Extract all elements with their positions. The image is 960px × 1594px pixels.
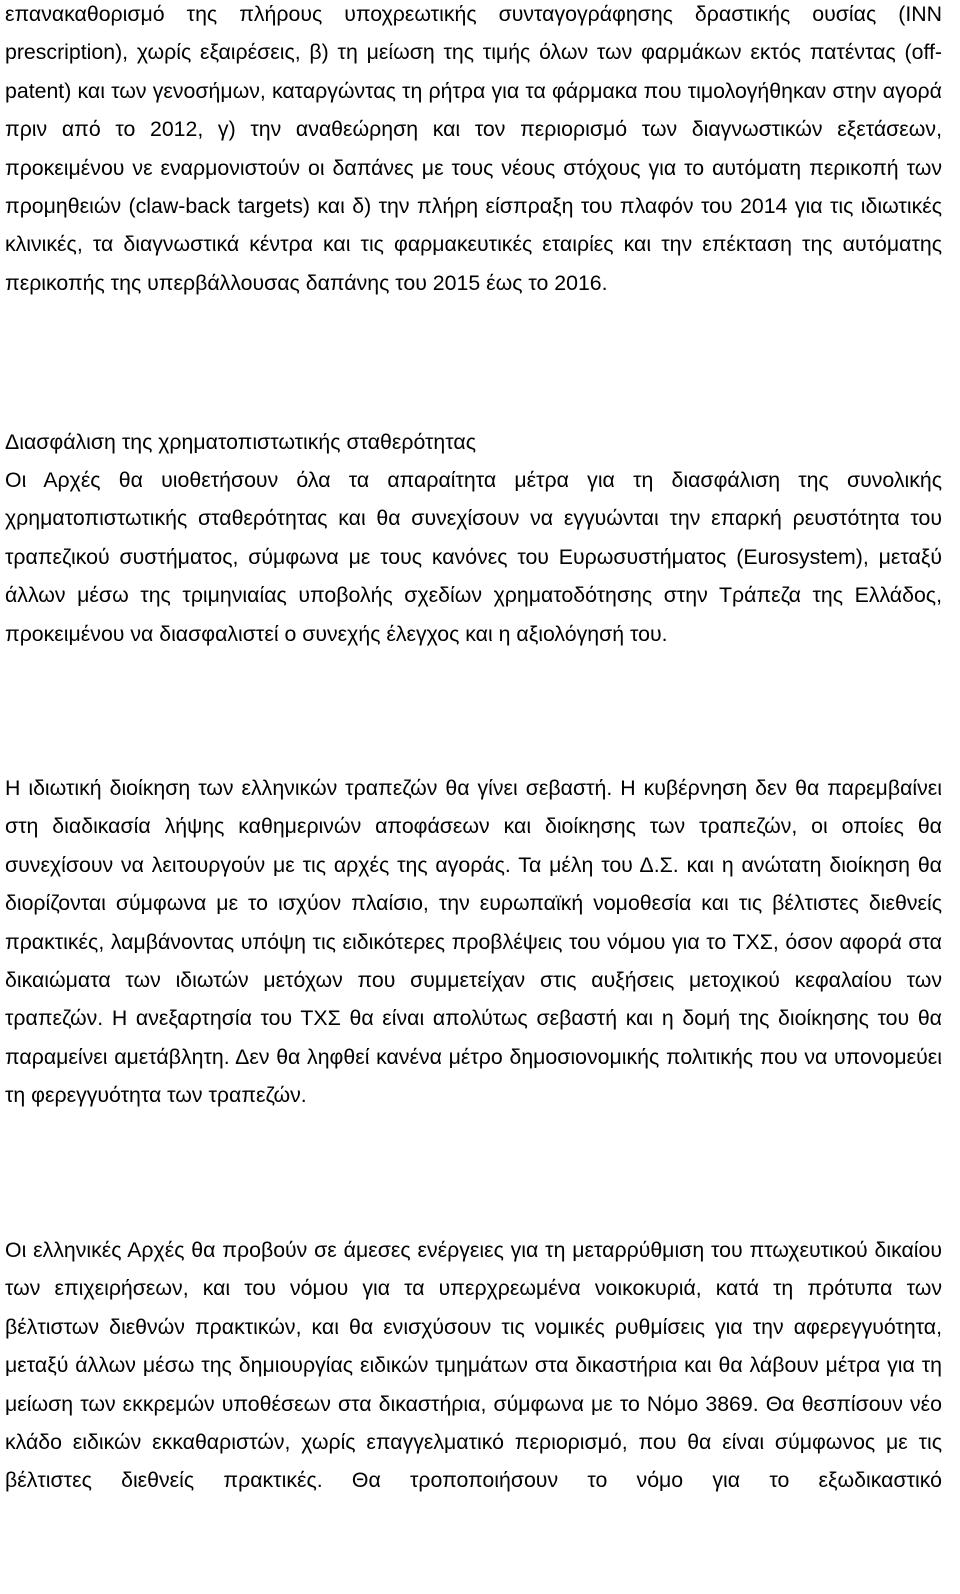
section-heading-financial-stability: Διασφάλιση της χρηματοπιστωτικής σταθερότητας: [5, 430, 476, 454]
paragraph-bank-governance: Η ιδιωτική διοίκηση των ελληνικών τραπεζών θα γίνει σεβαστή. Η κυβέρνηση δεν θα παρεμβαίνει στη διαδικασία λήψης καθημερινών αποφάσεων και διοίκησης των τραπεζών, οι οποίες θα συνεχίσουν να λειτουργούν με τις αρχές της αγοράς. Τα μέλη του Δ.Σ. και η ανώτατη διοίκηση θα διορίζονται σύμφωνα με το ισχύον πλαίσιο, την ευρωπαϊκή νομοθεσία και τις βέλτιστες διεθνείς πρακτικές, λαμβάνοντας υπόψη τις ειδικότερες προβλέψεις του νόμου για το ΤΧΣ, όσον αφορά στα δικαιώματα των ιδιωτών μετόχων που συμμετείχαν στις αυξήσεις μετοχικού κεφαλαίου των τραπεζών. Η ανεξαρτησία του ΤΧΣ θα είναι απολύτως σεβαστή και η δομή της διοίκησης του θα παραμείνει αμετάβλητη. Δεν θα ληφθεί κανένα μέτρο δημοσιονομικής πολιτικής που να υπονομεύει τη φερεγγυότητα των τραπεζών.: [5, 776, 942, 1108]
paragraph-financial-stability: Οι Αρχές θα υιοθετήσουν όλα τα απαραίτητα μέτρα για τη διασφάλιση της συνολικής χρηματοπιστωτικής σταθερότητας και θα συνεχίσουν να εγγυώνται την επαρκή ρευστότητα του τραπεζικού συστήματος, σύμφωνα με τους κανόνες του Ευρωσυστήματος (Eurosystem), μεταξύ άλλων μέσω της τριμηνιαίας υποβολής σχεδίων χρηματοδότησης στην Τράπεζα της Ελλάδος, προκειμένου να διασφαλιστεί ο συνεχής έλεγχος και η αξιολόγησή του.: [5, 468, 942, 646]
paragraph-pharma-measures: επανακαθορισμό της πλήρους υποχρεωτικής συνταγογράφησης δραστικής ουσίας (INN prescription), χωρίς εξαιρέσεις, β) τη μείωση της τιμής όλων των φαρμάκων εκτός πατέντας (off-patent) και των γενοσήμων, καταργώντας τη ρήτρα για τα φάρμακα που τιμολογήθηκαν στην αγορά πριν από το 2012, γ) την αναθεώρηση και τον περιορισμό των διαγνωστικών εξετάσεων, προκειμένου νε εναρμονιστούν οι δαπάνες με τους νέους στόχους για το αυτόματη περικοπή των προμηθειών (claw-back targets) και δ) την πλήρη είσπραξη του πλαφόν του 2014 για τις ιδιωτικές κλινικές, τα διαγνωστικά κέντρα και τις φαρμακευτικές εταιρίες και την επέκταση της αυτόματης περικοπής της υπερβάλλουσας δαπάνης του 2015 έως το 2016.: [5, 2, 942, 295]
paragraph-insolvency-reform: Οι ελληνικές Αρχές θα προβούν σε άμεσες ενέργειες για τη μεταρρύθμιση του πτωχευτικού δικαίου των επιχειρήσεων, και του νόμου για τα υπερχρεωμένα νοικοκυριά, κατά τη πρότυπα των βέλτιστων διεθνών πρακτικών, και θα ενισχύσουν τις νομικές ρυθμίσεις για την αφερεγγυότητα, μεταξύ άλλων μέσω της δημιουργίας ειδικών τμημάτων στα δικαστήρια και θα λάβουν μέτρα για τη μείωση των εκκρεμών υποθέσεων στα δικαστήρια, σύμφωνα με το Νόμο 3869. Θα θεσπίσουν νέο κλάδο ειδικών εκκαθαριστών, χωρίς επαγγελματικό περιορισμό, που θα είναι σύμφωνος με τις βέλτιστες διεθνείς πρακτικές. Θα τροποποιήσουν το νόμο για το εξωδικαστικό: [5, 1238, 942, 1493]
